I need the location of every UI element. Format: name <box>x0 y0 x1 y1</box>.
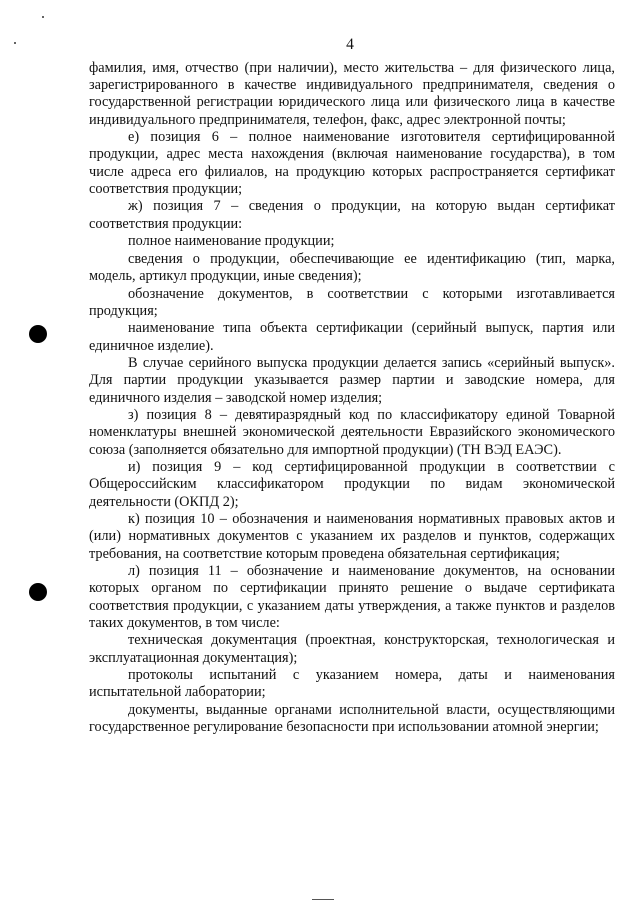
document-body <box>89 60 615 737</box>
paragraph: фамилия, имя, отчество (при наличии), место жительства – для физического лица, зарегистрированного в качестве индивидуального предпринимателя, сведения о государственной регистрации юридического лица или физического лица в качестве индивидуального предпринимателя, телефон, факс, адрес электронной почты; <box>89 60 615 128</box>
scan-edge-mark <box>312 899 334 900</box>
punch-hole-icon <box>29 583 47 601</box>
paragraph: е) позиция 6 – полное наименование изготовителя сертифицированной продукции, адрес места нахождения (включая наименование государства), в том числе адреса его филиалов, на продукцию которых распространяется сертификат соответствия продукции; <box>89 129 615 197</box>
paragraph: наименование типа объекта сертификации (серийный выпуск, партия или единичное изделие). <box>89 320 615 354</box>
paragraph: л) позиция 11 – обозначение и наименование документов, на основании которых органом по сертификации принято решение о выдаче сертификата соответствия продукции, с указанием даты утверждения, а также пунктов и разделов таких документов, в том числе: <box>89 563 615 631</box>
punch-hole-icon <box>29 325 47 343</box>
page-number: 4 <box>346 36 354 53</box>
paragraph: протоколы испытаний с указанием номера, даты и наименования испытательной лаборатории; <box>89 667 615 701</box>
paragraph: В случае серийного выпуска продукции делается запись «серийный выпуск». Для партии продукции указывается размер партии и заводские номера, для единичного изделия – заводской номер изделия; <box>89 355 615 406</box>
paragraph: обозначение документов, в соответствии с которыми изготавливается продукция; <box>89 285 615 319</box>
scan-speck <box>42 16 44 18</box>
paragraph: и) позиция 9 – код сертифицированной продукции в соответствии с Общероссийским классификатором продукции по видам экономической деятельности (ОКПД 2); <box>89 459 615 510</box>
paragraph: полное наименование продукции; <box>128 233 335 250</box>
paragraph: техническая документация (проектная, конструкторская, технологическая и эксплуатационная документация); <box>89 632 615 666</box>
paragraph: з) позиция 8 – девятиразрядный код по классификатору единой Товарной номенклатуры внешней экономической деятельности Евразийского экономического союза (заполняется обязательно для импортной продукции) (ТН ВЭД ЕАЭС). <box>89 407 615 458</box>
paragraph: ж) позиция 7 – сведения о продукции, на которую выдан сертификат соответствия продукции: <box>89 198 615 232</box>
paragraph: сведения о продукции, обеспечивающие ее идентификацию (тип, марка, модель, артикул продукции, иные сведения); <box>89 250 615 284</box>
paragraph: документы, выданные органами исполнительной власти, осуществляющими государственное регулирование безопасности при использовании атомной энергии; <box>89 701 615 736</box>
paragraph: к) позиция 10 – обозначения и наименования нормативных правовых актов и (или) нормативных документов с указанием их разделов и пунктов, содержащих требования, на соответствие которым проведена обязательная сертификация; <box>89 511 615 562</box>
